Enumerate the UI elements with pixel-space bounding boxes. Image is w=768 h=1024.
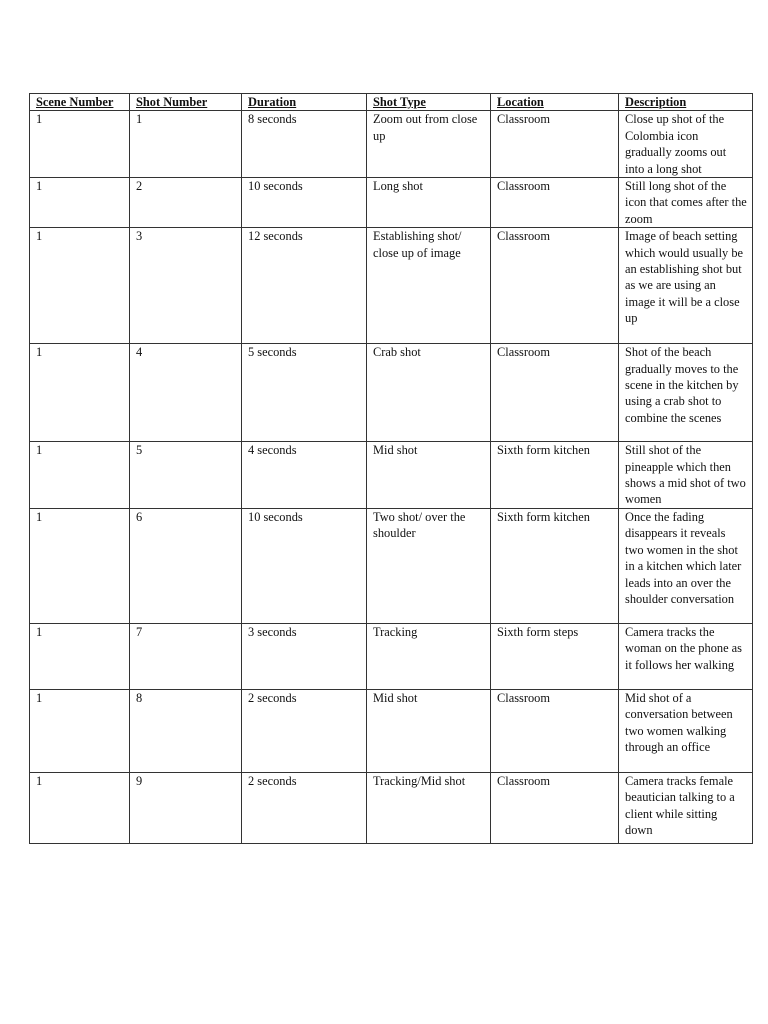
cell-shot: 6 bbox=[130, 508, 242, 623]
table-row bbox=[30, 508, 753, 623]
header-scene-number: Scene Number bbox=[30, 94, 130, 111]
cell-description: Still long shot of the icon that comes after the zoom bbox=[619, 178, 753, 228]
cell-shot: 7 bbox=[130, 623, 242, 689]
cell-shot-type: Establishing shot/ close up of image bbox=[367, 228, 491, 344]
cell-shot: 3 bbox=[130, 228, 242, 344]
cell-shot-type: Mid shot bbox=[367, 442, 491, 509]
cell-description: Image of beach setting which would usually be an establishing shot but as we are using an image it will be a close up bbox=[619, 228, 753, 344]
cell-description: Camera tracks the woman on the phone as it follows her walking bbox=[619, 623, 753, 689]
cell-shot-type: Zoom out from close up bbox=[367, 111, 491, 178]
cell-scene: 1 bbox=[30, 228, 130, 344]
cell-location: Classroom bbox=[491, 111, 619, 178]
cell-location: Classroom bbox=[491, 772, 619, 843]
cell-scene: 1 bbox=[30, 508, 130, 623]
cell-shot-type: Tracking/Mid shot bbox=[367, 772, 491, 843]
table-row bbox=[30, 442, 753, 509]
cell-shot: 5 bbox=[130, 442, 242, 509]
cell-scene: 1 bbox=[30, 442, 130, 509]
cell-description: Camera tracks female beautician talking to a client while sitting down bbox=[619, 772, 753, 843]
table-row bbox=[30, 111, 753, 178]
table-row bbox=[30, 772, 753, 843]
cell-description: Still shot of the pineapple which then shows a mid shot of two women bbox=[619, 442, 753, 509]
cell-shot: 8 bbox=[130, 689, 242, 772]
cell-scene: 1 bbox=[30, 178, 130, 228]
shot-list-table bbox=[29, 93, 753, 844]
cell-scene: 1 bbox=[30, 344, 130, 442]
cell-scene: 1 bbox=[30, 623, 130, 689]
cell-shot: 1 bbox=[130, 111, 242, 178]
cell-location: Sixth form kitchen bbox=[491, 508, 619, 623]
cell-location: Classroom bbox=[491, 178, 619, 228]
cell-shot: 2 bbox=[130, 178, 242, 228]
cell-scene: 1 bbox=[30, 111, 130, 178]
cell-scene: 1 bbox=[30, 772, 130, 843]
cell-location: Sixth form steps bbox=[491, 623, 619, 689]
cell-duration: 5 seconds bbox=[242, 344, 367, 442]
cell-location: Classroom bbox=[491, 344, 619, 442]
cell-shot: 9 bbox=[130, 772, 242, 843]
cell-location: Classroom bbox=[491, 228, 619, 344]
cell-duration: 8 seconds bbox=[242, 111, 367, 178]
cell-description: Mid shot of a conversation between two women walking through an office bbox=[619, 689, 753, 772]
cell-description: Once the fading disappears it reveals two women in the shot in a kitchen which later leads into an over the shoulder conversation bbox=[619, 508, 753, 623]
cell-duration: 4 seconds bbox=[242, 442, 367, 509]
cell-location: Classroom bbox=[491, 689, 619, 772]
cell-duration: 2 seconds bbox=[242, 772, 367, 843]
cell-shot-type: Mid shot bbox=[367, 689, 491, 772]
cell-description: Shot of the beach gradually moves to the scene in the kitchen by using a crab shot to combine the scenes bbox=[619, 344, 753, 442]
table-row bbox=[30, 344, 753, 442]
cell-description: Close up shot of the Colombia icon gradually zooms out into a long shot bbox=[619, 111, 753, 178]
header-location: Location bbox=[491, 94, 619, 111]
cell-duration: 3 seconds bbox=[242, 623, 367, 689]
table-row bbox=[30, 228, 753, 344]
header-description: Description bbox=[619, 94, 753, 111]
header-duration: Duration bbox=[242, 94, 367, 111]
cell-duration: 10 seconds bbox=[242, 508, 367, 623]
table-row bbox=[30, 623, 753, 689]
cell-duration: 10 seconds bbox=[242, 178, 367, 228]
cell-location: Sixth form kitchen bbox=[491, 442, 619, 509]
table-row bbox=[30, 689, 753, 772]
cell-duration: 2 seconds bbox=[242, 689, 367, 772]
table-header-row bbox=[30, 94, 753, 111]
table-row bbox=[30, 178, 753, 228]
cell-shot-type: Tracking bbox=[367, 623, 491, 689]
header-shot-type: Shot Type bbox=[367, 94, 491, 111]
cell-duration: 12 seconds bbox=[242, 228, 367, 344]
cell-shot-type: Crab shot bbox=[367, 344, 491, 442]
cell-shot-type: Two shot/ over the shoulder bbox=[367, 508, 491, 623]
cell-scene: 1 bbox=[30, 689, 130, 772]
cell-shot: 4 bbox=[130, 344, 242, 442]
cell-shot-type: Long shot bbox=[367, 178, 491, 228]
header-shot-number: Shot Number bbox=[130, 94, 242, 111]
